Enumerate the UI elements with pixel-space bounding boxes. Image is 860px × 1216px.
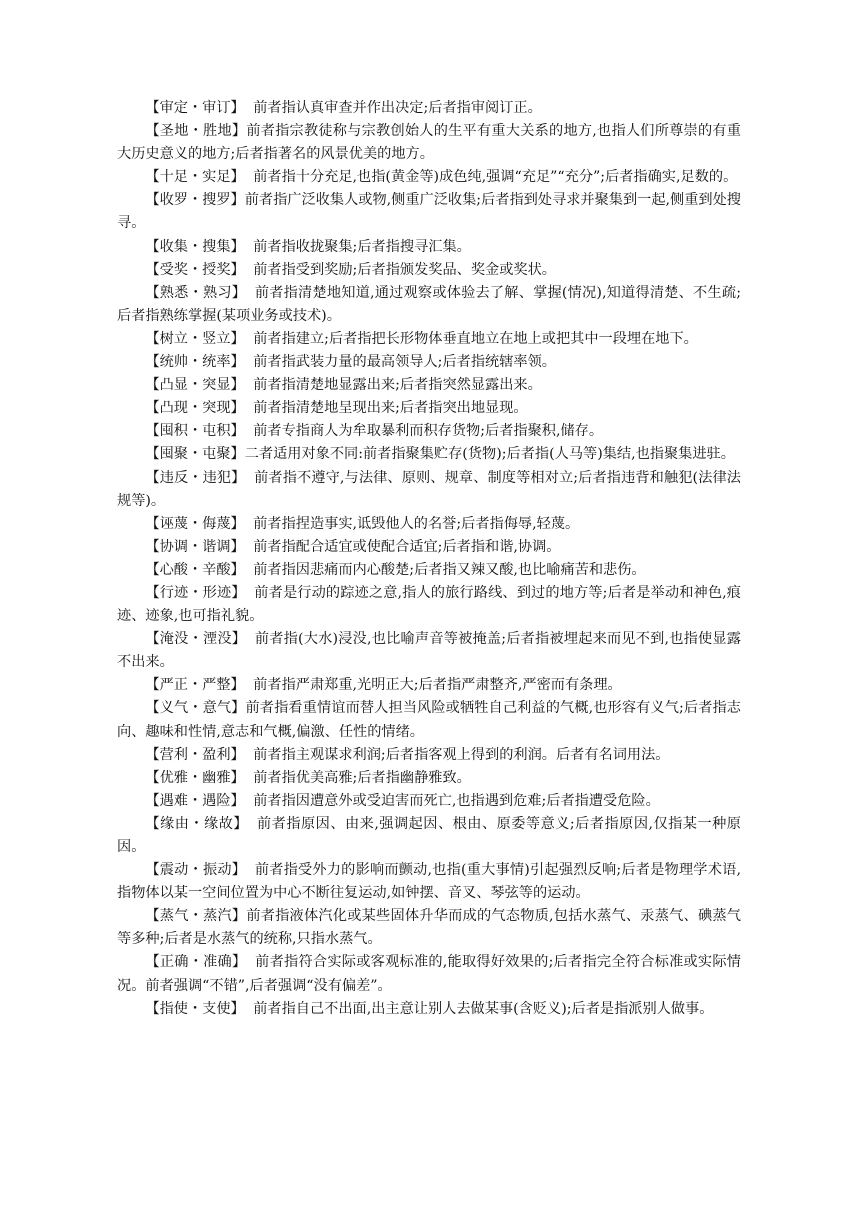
entry-definition: 前者指认真审查并作出决定;后者指审阅订正。 [253,100,542,116]
entry-definition: 前者指(大水)浸没,也比喻声音等被掩盖;后者指被埋起来而见不到,也指使显露不出来。 [117,631,741,671]
entry-paragraph [117,166,741,189]
entry-definition: 前者指自己不出面,出主意让别人去做某事(含贬义);后者是指派别人做事。 [253,1000,714,1017]
entry-paragraph [117,351,741,374]
entry-paragraph [117,120,741,166]
entry-paragraph [117,259,741,282]
entry-paragraph [117,998,741,1021]
entry-paragraph [117,744,741,767]
entry-paragraph [117,282,741,328]
entry-definition: 二者适用对象不同:前者指聚集贮存(货物);后者指(人马等)集结,也指聚集进驻。 [244,446,735,463]
entry-paragraph [117,536,741,559]
entry-definition: 前者指不遵守,与法律、原则、规章、制度等相对立;后者指违背和触犯(法律法规等)。 [117,469,741,509]
word-discrimination-list [117,97,741,1021]
entry-paragraph [117,374,741,397]
entry-paragraph [117,97,741,120]
entry-term: 【指使・支使】 [145,1000,245,1017]
entry-definition: 前者指看重情谊而替人担当风险或牺牲自己利益的气概,也形容有义气;后者指志向、趣味和性情,意志和气概,偏激、任性的情绪。 [117,700,741,740]
entry-term: 【诬蔑・侮蔑】 [145,515,245,532]
entry-definition: 前者指十分充足,也指(黄金等)成色纯,强调“充足”“充分”;后者指确实,足数的。 [253,169,738,186]
entry-paragraph [117,420,741,443]
entry-definition: 前者指因遭意外或受迫害而死亡,也指遇到危难;后者指遭受危险。 [253,792,660,809]
entry-paragraph [117,767,741,790]
entry-term: 【正确・准确】 [145,954,247,971]
entry-term: 【凸现・突现】 [145,400,245,417]
entry-term: 【义气・意气】 [145,700,246,717]
entry-term: 【十足・实足】 [145,169,245,186]
entry-term: 【淹没・湮没】 [145,631,247,648]
entry-definition: 前者指捏造事实,诋毁他人的名誉;后者指侮辱,轻蔑。 [253,515,580,532]
entry-term: 【收罗・搜罗】 [145,192,245,209]
entry-definition: 前者指严肃郑重,光明正大;后者指严肃整齐,严密而有条理。 [253,677,622,694]
entry-definition: 前者指收拢聚集;后者指搜寻汇集。 [253,238,471,255]
entry-paragraph [117,467,741,513]
entry-paragraph [117,951,741,997]
entry-paragraph [117,674,741,697]
entry-term: 【统帅・统率】 [145,354,245,371]
entry-term: 【严正・严整】 [145,677,245,694]
entry-definition: 前者指建立;后者指把长形物体垂直地立在地上或把其中一段埋在地下。 [253,330,698,347]
entry-definition: 前者指武装力量的最高领导人;后者指统辖率领。 [253,354,556,371]
entry-definition: 前者指液体汽化或某些固体升华而成的气态物质,包括水蒸气、汞蒸气、碘蒸气等多种;后者是水蒸气的统称,只指水蒸气。 [117,908,741,948]
entry-definition: 前者指配合适宜或使配合适宜;后者指和谐,协调。 [253,538,561,555]
entry-paragraph [117,697,741,743]
entry-definition: 前者指因悲痛而内心酸楚;后者指又辣又酸,也比喻痛苦和悲伤。 [253,561,646,578]
entry-paragraph [117,236,741,259]
entry-definition: 前者指受外力的影响而颤动,也指(重大事情)引起强烈反响;后者是物理学术语,指物体以某一空间位置为中心不断往复运动,如钟摆、音叉、琴弦等的运动。 [117,862,741,902]
entry-paragraph [117,443,741,466]
entry-term: 【遇难・遇险】 [145,792,245,809]
entry-term: 【囤积・屯积】 [145,423,245,440]
entry-term: 【震动・振动】 [145,862,247,879]
entry-paragraph [117,328,741,351]
entry-term: 【缘由・缘故】 [145,815,249,832]
entry-definition: 前者指广泛收集人或物,侧重广泛收集;后者指到处寻求并聚集到一起,侧重到处搜寻。 [117,192,741,232]
entry-definition: 前者指符合实际或客观标准的,能取得好效果的;后者指完全符合标准或实际情况。前者强调“不错”,后者强调“没有偏差”。 [117,954,741,994]
entry-paragraph [117,582,741,628]
entry-term: 【协调・谐调】 [145,538,245,555]
entry-term: 【心酸・辛酸】 [145,561,245,578]
entry-term: 【凸显・突显】 [145,377,245,394]
entry-paragraph [117,628,741,674]
entry-term: 【囤聚・屯聚】 [145,446,245,463]
entry-term: 【优雅・幽雅】 [145,769,245,786]
entry-term: 【受奖・授奖】 [145,261,245,278]
entry-definition: 前者专指商人为牟取暴利而积存货物;后者指聚积,储存。 [253,423,604,440]
entry-term: 【蒸气・蒸汽】 [145,908,247,925]
entry-paragraph [117,813,741,859]
entry-definition: 前者是行动的踪迹之意,指人的旅行路线、到过的地方等;后者是举动和神色,痕迹、迹象,也可指礼貌。 [117,584,741,625]
entry-term: 【圣地・胜地】 [145,123,247,140]
entry-term: 【行迹・形迹】 [145,584,246,601]
entry-term: 【收集・搜集】 [145,238,245,255]
entry-definition: 前者指受到奖励;后者指颁发奖品、奖金或奖状。 [253,261,556,278]
entry-paragraph [117,859,741,905]
entry-definition: 前者指优美高雅;后者指幽静雅致。 [253,769,471,786]
entry-term: 【审定・审订】 [145,100,245,116]
entry-definition: 前者指清楚地知道,通过观察或体验去了解、掌握(情况),知道得清楚、不生疏;后者指熟练掌握(某项业务或技术)。 [117,284,741,324]
entry-term: 【树立・竖立】 [145,330,245,347]
entry-term: 【营利・盈利】 [145,746,245,763]
entry-paragraph [117,559,741,582]
entry-definition: 前者指清楚地呈现出来;后者指突出地显现。 [253,400,528,417]
entry-definition: 前者指主观谋求利润;后者指客观上得到的利润。后者有名词用法。 [253,746,670,763]
entry-definition: 前者指宗教徒称与宗教创始人的生平有重大关系的地方,也指人们所尊崇的有重大历史意义的地方;后者指著名的风景优美的地方。 [117,123,741,163]
entry-term: 【违反・违犯】 [145,469,246,486]
entry-definition: 前者指原因、由来,强调起因、根由、原委等意义;后者指原因,仅指某一种原因。 [117,815,741,855]
entry-definition: 前者指清楚地显露出来;后者指突然显露出来。 [253,377,542,394]
entry-term: 【熟悉・熟习】 [145,284,247,301]
entry-paragraph [117,790,741,813]
entry-paragraph [117,905,741,951]
entry-paragraph [117,189,741,235]
entry-paragraph [117,513,741,536]
entry-paragraph [117,397,741,420]
